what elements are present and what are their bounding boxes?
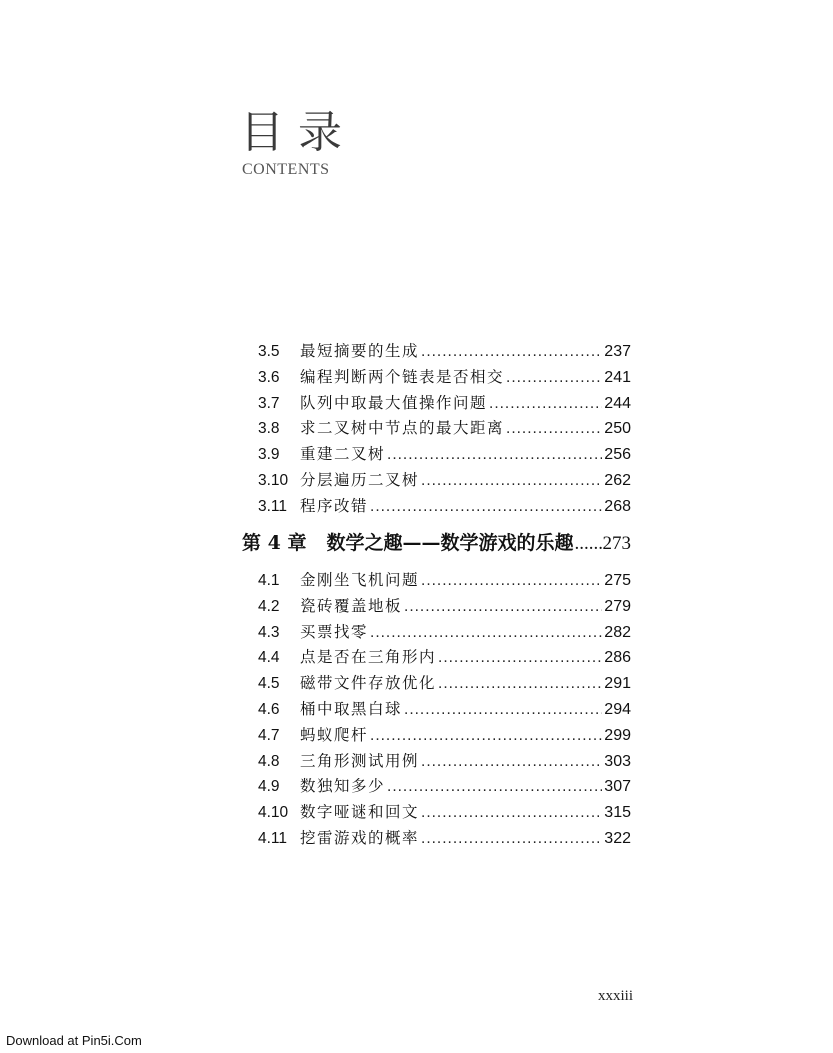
toc-entry[interactable] [258, 468, 631, 494]
toc-entry-number: 4.1 [258, 572, 280, 589]
toc-entry[interactable] [258, 442, 631, 468]
toc-entry-number: 4.5 [258, 675, 280, 693]
toc-entry-page: 275 [604, 572, 631, 589]
dot-leader [370, 620, 602, 646]
toc-entry-number: 4.4 [258, 649, 280, 667]
dot-leader [438, 671, 602, 697]
toc-entry-page: 279 [604, 597, 631, 615]
toc-entry-page: 303 [604, 752, 631, 770]
chapter-page: 273 [602, 533, 631, 554]
toc-entry[interactable] [258, 800, 631, 826]
toc-entry[interactable] [258, 365, 631, 391]
toc-entry-number: 3.7 [258, 394, 280, 412]
toc-entry-number: 3.8 [258, 420, 280, 438]
toc-entry-title: 磁带文件存放优化 [300, 674, 437, 693]
toc-entry-number: 4.7 [258, 726, 280, 744]
toc-entry-page: 299 [604, 726, 631, 744]
dot-leader [370, 723, 602, 749]
toc-entry-page: 250 [604, 420, 631, 438]
toc-entry[interactable] [258, 671, 631, 697]
toc-entry-page: 262 [604, 471, 631, 489]
chapter-label: 第 4 章 [242, 532, 307, 554]
toc-entry[interactable] [258, 594, 631, 620]
dot-leader [370, 494, 602, 520]
toc-entry-title: 分层遍历二叉树 [300, 470, 420, 489]
dot-leader [421, 468, 602, 494]
dot-leader [506, 416, 602, 442]
dot-leader [387, 774, 602, 800]
toc-entry-title: 程序改错 [300, 496, 369, 515]
toc-entry-page: 237 [604, 343, 631, 360]
toc-entry-number: 4.11 [258, 829, 288, 847]
toc-entry-page: 322 [604, 829, 631, 847]
page-title: 目录 [240, 107, 356, 158]
toc-entry-title: 求二叉树中节点的最大距离 [300, 419, 505, 438]
toc-entry-number: 4.10 [258, 804, 289, 822]
toc-entry-title: 挖雷游戏的概率 [300, 828, 420, 847]
toc-entry-number: 3.10 [258, 471, 289, 489]
toc-entry[interactable] [258, 774, 631, 800]
toc-entry-title: 瓷砖覆盖地板 [300, 596, 403, 615]
toc-entry-number: 4.6 [258, 700, 280, 718]
dot-leader [489, 391, 602, 417]
toc-entry-page: 241 [604, 368, 631, 386]
toc-entry[interactable] [258, 697, 631, 723]
toc-entry-page: 315 [604, 804, 631, 822]
dot-leader [421, 749, 602, 775]
toc-entry-page: 268 [604, 497, 631, 515]
toc-entry-title: 数字哑谜和回文 [300, 803, 420, 822]
toc-entry-page: 256 [604, 446, 631, 464]
toc-section-3 [258, 339, 631, 520]
toc-entry[interactable] [258, 568, 631, 594]
dot-leader [421, 826, 602, 852]
toc-entry[interactable] [258, 620, 631, 646]
toc-entry-number: 3.9 [258, 446, 280, 464]
toc-entry-page: 244 [604, 394, 631, 412]
toc-entry-title: 三角形测试用例 [300, 751, 420, 770]
toc-entry-page: 307 [604, 778, 631, 796]
dot-leader [438, 645, 602, 671]
toc-entry[interactable] [258, 391, 631, 417]
toc-entry[interactable] [258, 826, 631, 852]
toc-entry[interactable] [258, 494, 631, 520]
toc-entry-title: 金刚坐飞机问题 [300, 571, 420, 589]
toc-entry-number: 4.3 [258, 623, 280, 641]
toc-entry-title: 买票找零 [300, 622, 369, 641]
toc-entry-title: 最短摘要的生成 [300, 342, 420, 360]
toc-entry-number: 3.11 [258, 497, 288, 515]
toc-entry-page: 286 [604, 649, 631, 667]
toc-entry-number: 4.9 [258, 778, 280, 796]
toc-entry-page: 294 [604, 700, 631, 718]
toc-entry[interactable] [258, 339, 631, 365]
toc-entry-title: 蚂蚁爬杆 [300, 725, 369, 744]
toc-entry-title: 点是否在三角形内 [300, 648, 437, 667]
dot-leader [506, 365, 602, 391]
chapter-heading[interactable] [242, 528, 631, 555]
toc-entry-number: 4.8 [258, 752, 280, 770]
toc-entry-number: 4.2 [258, 597, 280, 615]
toc-entry-title: 数独知多少 [300, 777, 386, 796]
page-subtitle: CONTENTS [242, 161, 330, 178]
dot-leader [421, 568, 602, 594]
dot-leader [421, 339, 602, 365]
toc-entry-page: 282 [604, 623, 631, 641]
toc-entry-number: 3.5 [258, 343, 280, 360]
page-number: xxxiii [598, 988, 634, 1004]
toc-entry[interactable] [258, 723, 631, 749]
toc-entry-title: 重建二叉树 [300, 445, 386, 464]
toc-entry[interactable] [258, 416, 631, 442]
toc-entry[interactable] [258, 645, 631, 671]
toc-entry-title: 队列中取最大值操作问题 [300, 393, 488, 412]
dot-leader [387, 442, 602, 468]
toc-entry-title: 编程判断两个链表是否相交 [300, 367, 505, 386]
dot-leader [421, 800, 602, 826]
download-watermark: Download at Pin5i.Com [6, 1033, 142, 1048]
chapter-title: 数学之趣——数学游戏的乐趣 [326, 532, 574, 554]
dot-leader [404, 594, 602, 620]
toc-entry[interactable] [258, 749, 631, 775]
toc-entry-number: 3.6 [258, 368, 280, 386]
toc-entry-title: 桶中取黑白球 [300, 699, 403, 718]
toc-entry-page: 291 [604, 675, 631, 693]
dot-leader [404, 697, 602, 723]
dot-leader [574, 533, 601, 555]
toc-section-4 [258, 568, 631, 852]
